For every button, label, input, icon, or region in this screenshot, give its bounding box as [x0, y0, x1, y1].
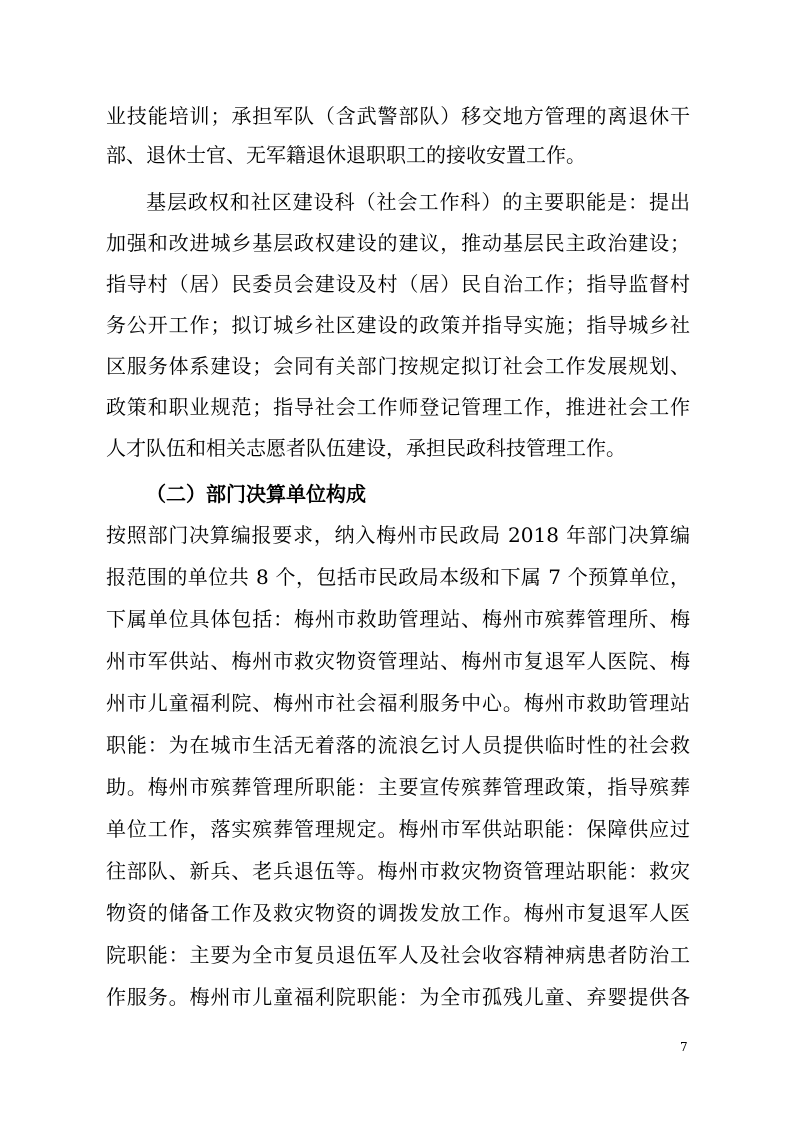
body-text-line: 下属单位具体包括：梅州市救助管理站、梅州市殡葬管理所、梅 — [106, 607, 690, 631]
body-text-line: 助。梅州市殡葬管理所职能：主要宣传殡葬管理政策，指导殡葬 — [106, 775, 690, 799]
body-text-line: 物资的储备工作及救灾物资的调拨发放工作。梅州市复退军人医 — [106, 901, 690, 925]
body-text-line: 单位工作，落实殡葬管理规定。梅州市军供站职能：保障供应过 — [106, 817, 690, 841]
body-text-line: 往部队、新兵、老兵退伍等。梅州市救灾物资管理站职能：救灾 — [106, 859, 690, 883]
body-text-line: 州市军供站、梅州市救灾物资管理站、梅州市复退军人医院、梅 — [106, 649, 690, 673]
body-text-line: 务公开工作；拟订城乡社区建设的政策并指导实施；指导城乡社 — [106, 313, 690, 337]
section-heading: （二）部门决算单位构成 — [146, 482, 366, 506]
body-text-line: 部、退休士官、无军籍退休退职职工的接收安置工作。 — [106, 143, 586, 167]
body-text-line: 加强和改进城乡基层政权建设的建议，推动基层民主政治建设； — [106, 231, 690, 255]
body-text-line: 作服务。梅州市儿童福利院职能：为全市孤残儿童、弃婴提供各 — [106, 985, 690, 1009]
body-text-line: 政策和职业规范；指导社会工作师登记管理工作，推进社会工作 — [106, 395, 690, 419]
body-text-line: 业技能培训；承担军队（含武警部队）移交地方管理的离退休干 — [106, 104, 690, 128]
body-text-line: 区服务体系建设；会同有关部门按规定拟订社会工作发展规划、 — [106, 354, 690, 378]
page-number: 7 — [680, 1040, 688, 1054]
body-text-line: 职能：为在城市生活无着落的流浪乞讨人员提供临时性的社会救 — [106, 733, 690, 757]
body-text-line: 按照部门决算编报要求，纳入梅州市民政局 2018 年部门决算编 — [106, 523, 690, 547]
body-text-line: 州市儿童福利院、梅州市社会福利服务中心。梅州市救助管理站 — [106, 691, 690, 715]
body-text-line: 基层政权和社区建设科（社会工作科）的主要职能是：提出 — [146, 190, 690, 214]
body-text-line: 院职能：主要为全市复员退伍军人及社会收容精神病患者防治工 — [106, 943, 690, 967]
body-text-line: 报范围的单位共 8 个，包括市民政局本级和下属 7 个预算单位， — [106, 565, 690, 589]
body-text-line: 人才队伍和相关志愿者队伍建设，承担民政科技管理工作。 — [106, 436, 626, 460]
body-text-line: 指导村（居）民委员会建设及村（居）民自治工作；指导监督村 — [106, 272, 690, 296]
